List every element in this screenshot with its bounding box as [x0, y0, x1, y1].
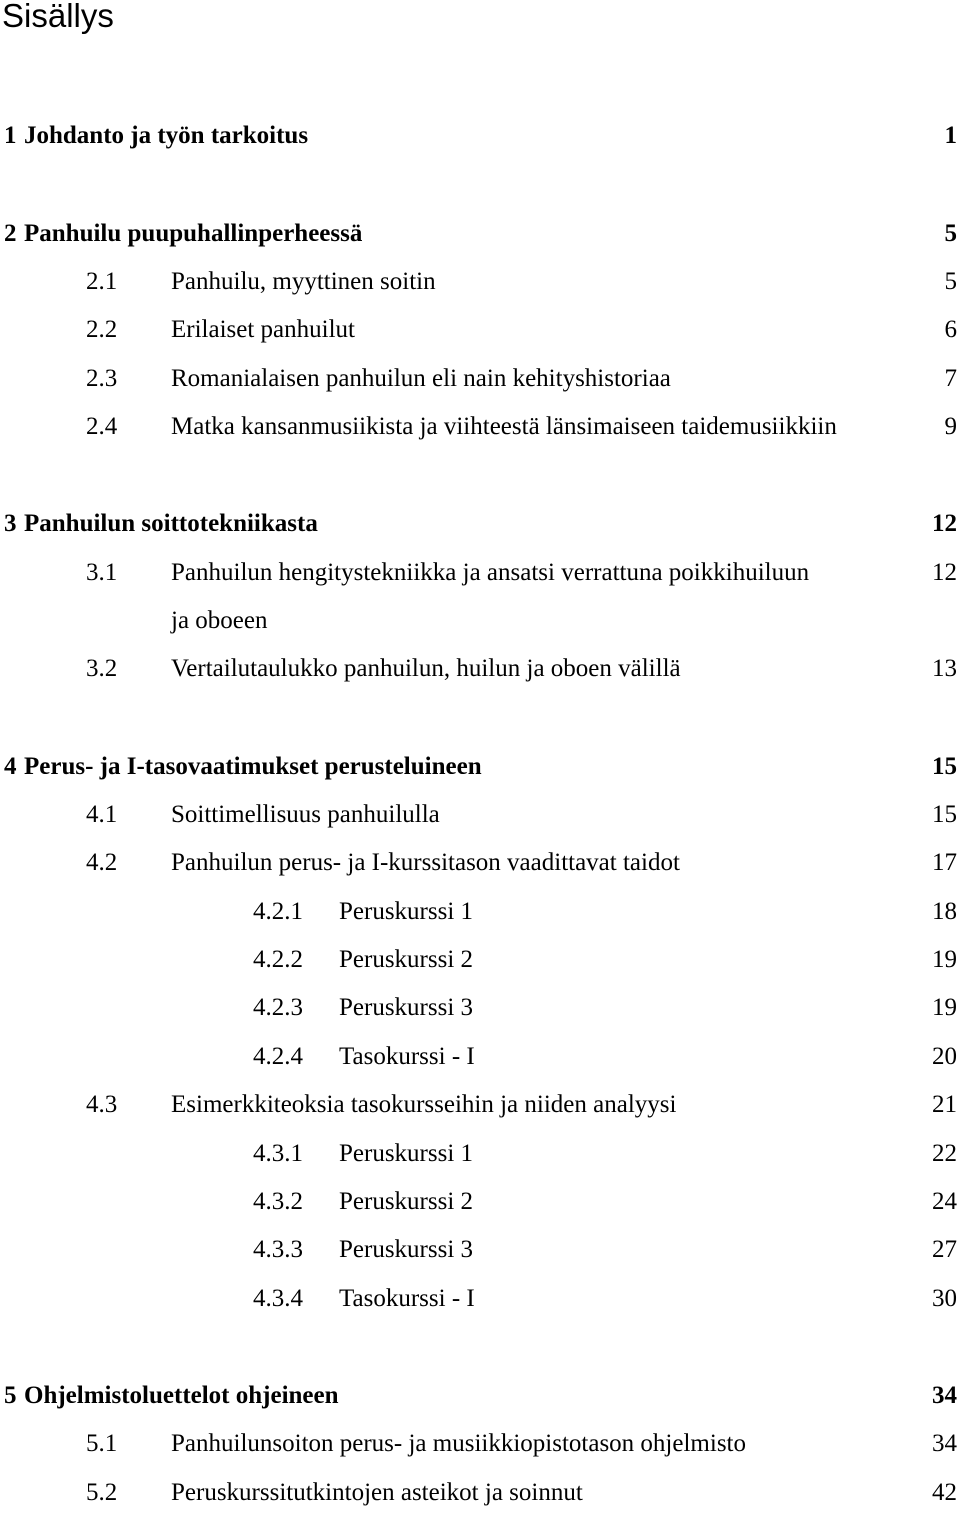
- toc-page-number: 18: [932, 898, 957, 925]
- toc-number: 4.3.4: [253, 1285, 303, 1312]
- toc-page-number: 1: [944, 122, 957, 149]
- toc-subsection-4-2-4[interactable]: [0, 1037, 960, 1077]
- toc-title: Peruskurssi 3: [339, 1236, 474, 1263]
- toc-number: 4.2.2: [253, 946, 303, 973]
- toc-title: Ohjelmistoluettelot ohjeineen: [24, 1382, 339, 1409]
- toc-title: Peruskurssi 1: [339, 1140, 474, 1167]
- toc-page-number: 6: [944, 316, 957, 343]
- toc-page-number: 7: [944, 365, 957, 392]
- toc-page-number: 9: [944, 413, 957, 440]
- toc-page-number: 30: [932, 1285, 957, 1312]
- toc-number: 4.3.2: [253, 1188, 303, 1215]
- toc-title: Panhuilun hengitystekniikka ja ansatsi verrattuna poikkihuiluun: [171, 559, 810, 586]
- toc-title: Tasokurssi - I: [339, 1043, 475, 1070]
- toc-number: 2.3: [86, 365, 118, 392]
- toc-number: 2.2: [86, 316, 118, 343]
- toc-section-4-1[interactable]: [0, 795, 960, 835]
- page-title: Sisällys: [2, 0, 114, 34]
- toc-chapter-4[interactable]: [0, 747, 960, 787]
- toc-title: Tasokurssi - I: [339, 1285, 475, 1312]
- toc-section-3-1-continuation[interactable]: [0, 601, 960, 641]
- toc-section-4-3[interactable]: [0, 1085, 960, 1125]
- toc-subsection-4-3-2[interactable]: [0, 1182, 960, 1222]
- toc-page-number: 34: [932, 1382, 957, 1409]
- toc-title: Panhuilun perus- ja I-kurssitason vaadittavat taidot: [171, 849, 680, 876]
- toc-title: Vertailutaulukko panhuilun, huilun ja oboen välillä: [171, 655, 681, 682]
- toc-number: 4.2.1: [253, 898, 303, 925]
- toc-number: 4.3.3: [253, 1236, 303, 1263]
- toc-page-number: 5: [944, 268, 957, 295]
- toc-subsection-4-3-1[interactable]: [0, 1134, 960, 1174]
- toc-number: 2.4: [86, 413, 118, 440]
- toc-page-number: 13: [932, 655, 957, 682]
- toc-number: 3: [4, 510, 17, 537]
- toc-section-2-1[interactable]: [0, 262, 960, 302]
- toc-page-number: 17: [932, 849, 957, 876]
- toc-section-3-2[interactable]: [0, 649, 960, 689]
- toc-section-2-2[interactable]: [0, 310, 960, 350]
- toc-number: 3.2: [86, 655, 118, 682]
- toc-title: Panhuilu, myyttinen soitin: [171, 268, 436, 295]
- toc-title: Soittimellisuus panhuilulla: [171, 801, 440, 828]
- toc-section-2-3[interactable]: [0, 359, 960, 399]
- toc-page-number: 12: [932, 559, 957, 586]
- toc-page-number: 19: [932, 994, 957, 1021]
- toc-title: Peruskurssi 2: [339, 1188, 474, 1215]
- toc-number: 4.3: [86, 1091, 118, 1118]
- toc-chapter-1[interactable]: [0, 116, 960, 156]
- toc-number: 4.2.3: [253, 994, 303, 1021]
- toc-title: Peruskurssitutkintojen asteikot ja soinnut: [171, 1479, 583, 1506]
- toc-title: Matka kansanmusiikista ja viihteestä länsimaiseen taidemusiikkiin: [171, 413, 837, 440]
- toc-page-number: 20: [932, 1043, 957, 1070]
- toc-section-3-1[interactable]: [0, 553, 960, 593]
- toc-number: 4.1: [86, 801, 118, 828]
- toc-page-number: 15: [932, 753, 957, 780]
- toc-title: Esimerkkiteoksia tasokursseihin ja niiden analyysi: [171, 1091, 677, 1118]
- toc-page-number: 19: [932, 946, 957, 973]
- toc-section-4-2[interactable]: [0, 843, 960, 883]
- toc-number: 2.1: [86, 268, 118, 295]
- toc-title: Panhuilunsoiton perus- ja musiikkiopistotason ohjelmisto: [171, 1430, 746, 1457]
- toc-number: 4.2: [86, 849, 118, 876]
- toc-number: 4.2.4: [253, 1043, 303, 1070]
- toc-subsection-4-2-1[interactable]: [0, 892, 960, 932]
- toc-chapter-2[interactable]: [0, 214, 960, 254]
- toc-title: Panhuilu puupuhallinperheessä: [24, 220, 363, 247]
- toc-number: 1: [4, 122, 17, 149]
- toc-number: 5: [4, 1382, 17, 1409]
- toc-page-number: 15: [932, 801, 957, 828]
- toc-title: Erilaiset panhuilut: [171, 316, 355, 343]
- toc-page-number: 27: [932, 1236, 957, 1263]
- toc-number: 3.1: [86, 559, 118, 586]
- toc-page-number: 42: [932, 1479, 957, 1506]
- toc-section-2-4[interactable]: [0, 407, 960, 447]
- toc-title: Panhuilun soittotekniikasta: [24, 510, 318, 537]
- toc-title: Peruskurssi 1: [339, 898, 474, 925]
- toc-subsection-4-3-4[interactable]: [0, 1279, 960, 1319]
- toc-title: Romanialaisen panhuilun eli nain kehityshistoriaa: [171, 365, 671, 392]
- toc-title: Johdanto ja työn tarkoitus: [24, 122, 309, 149]
- toc-number: 4: [4, 753, 17, 780]
- toc-title: Peruskurssi 2: [339, 946, 474, 973]
- toc-number: 4.3.1: [253, 1140, 303, 1167]
- toc-subsection-4-3-3[interactable]: [0, 1230, 960, 1270]
- toc-title: ja oboeen: [171, 607, 268, 634]
- toc-subsection-4-2-3[interactable]: [0, 988, 960, 1028]
- toc-page-number: 21: [932, 1091, 957, 1118]
- toc-page-number: 22: [932, 1140, 957, 1167]
- toc-subsection-4-2-2[interactable]: [0, 940, 960, 980]
- toc-page-number: 34: [932, 1430, 957, 1457]
- toc-section-5-1[interactable]: [0, 1424, 960, 1464]
- toc-chapter-3[interactable]: [0, 504, 960, 544]
- toc-title: Peruskurssi 3: [339, 994, 474, 1021]
- toc-title: Perus- ja I-tasovaatimukset perusteluineen: [24, 753, 482, 780]
- toc-number: 5.2: [86, 1479, 118, 1506]
- toc-page-number: 12: [932, 510, 957, 537]
- toc-number: 2: [4, 220, 17, 247]
- toc-page-number: 24: [932, 1188, 957, 1215]
- toc-chapter-5[interactable]: [0, 1376, 960, 1416]
- toc-number: 5.1: [86, 1430, 118, 1457]
- toc-section-5-2[interactable]: [0, 1473, 960, 1513]
- toc-page-number: 5: [944, 220, 957, 247]
